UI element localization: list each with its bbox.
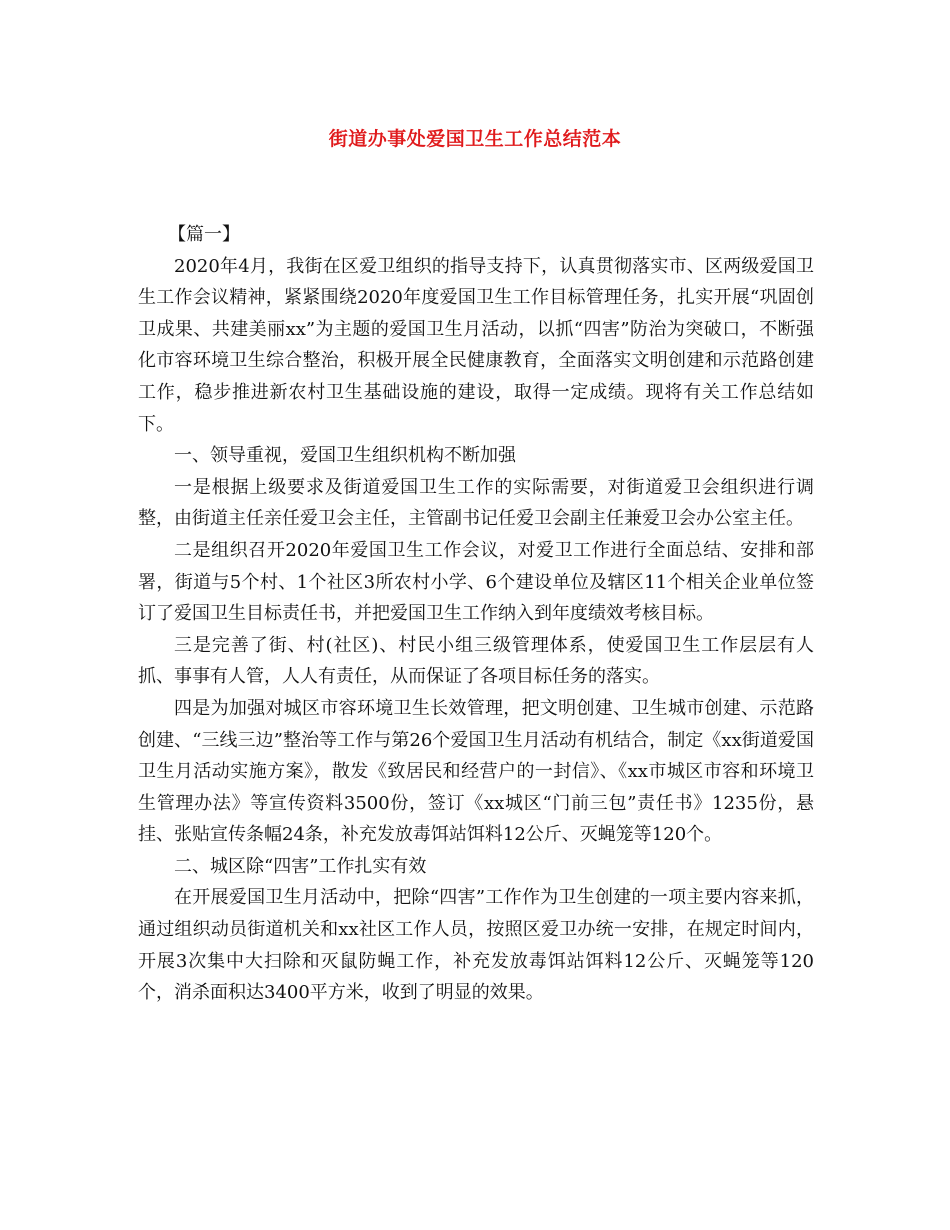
paragraph-item-3: 三是完善了街、村(社区)、村民小组三级管理体系，使爱国卫生工作层层有人抓、事事有人管，人人有责任，从而保证了各项目标任务的落实。	[138, 634, 814, 688]
document-title: 街道办事处爱国卫生工作总结范本	[328, 128, 622, 150]
paragraph-item-4: 四是为加强对城区市容环境卫生长效管理，把文明创建、卫生城市创建、示范路创建、“三线三边”整治等工作与第26个爱国卫生月活动有机结合，制定《xx街道爱国卫生月活动实施方案》，散发《致居民和经营户的一封信》、《xx市城区市容和环境卫生管理办法》等宣传资料3500份，签订《xx城区“门前三包”责任书》1235份，悬挂、张贴宣传条幅24条，补充发放毒饵站饵料12公斤、灭蝇笼等120个。	[138, 697, 814, 846]
document-body	[138, 219, 814, 1009]
heading-section-1: 一、领导重视，爱国卫生组织机构不断加强	[174, 445, 516, 467]
section-tag: 【篇一】	[168, 224, 240, 245]
paragraph-item-2: 二是组织召开2020年爱国卫生工作会议，对爱卫工作进行全面总结、安排和部署，街道与5个村、1个社区3所农村小学、6个建设单位及辖区11个相关企业单位签订了爱国卫生目标责任书，并把爱国卫生工作纳入到年度绩效考核目标。	[138, 539, 814, 625]
paragraph-intro: 2020年4月，我街在区爱卫组织的指导支持下，认真贯彻落实市、区两级爱国卫生工作会议精神，紧紧围绕2020年度爱国卫生工作目标管理任务，扎实开展“巩固创卫成果、共建美丽xx”为主题的爱国卫生月活动，以抓“四害”防治为突破口，不断强化市容环境卫生综合整治，积极开展全民健康教育，全面落实文明创建和示范路创建工作，稳步推进新农村卫生基础设施的建设，取得一定成绩。现将有关工作总结如下。	[138, 255, 814, 435]
heading-section-2: 二、城区除“四害”工作扎实有效	[174, 855, 427, 877]
paragraph-item-1: 一是根据上级要求及街道爱国卫生工作的实际需要，对街道爱卫会组织进行调整，由街道主任亲任爱卫会主任，主管副书记任爱卫会副主任兼爱卫会办公室主任。	[138, 476, 814, 530]
paragraph-section-2: 在开展爱国卫生月活动中，把除“四害”工作作为卫生创建的一项主要内容来抓，通过组织动员街道机关和xx社区工作人员，按照区爱卫办统一安排，在规定时间内，开展3次集中大扫除和灭鼠防蝇工作，补充发放毒饵站饵料12公斤、灭蝇笼等120个，消杀面积达3400平方米，收到了明显的效果。	[138, 887, 814, 1004]
